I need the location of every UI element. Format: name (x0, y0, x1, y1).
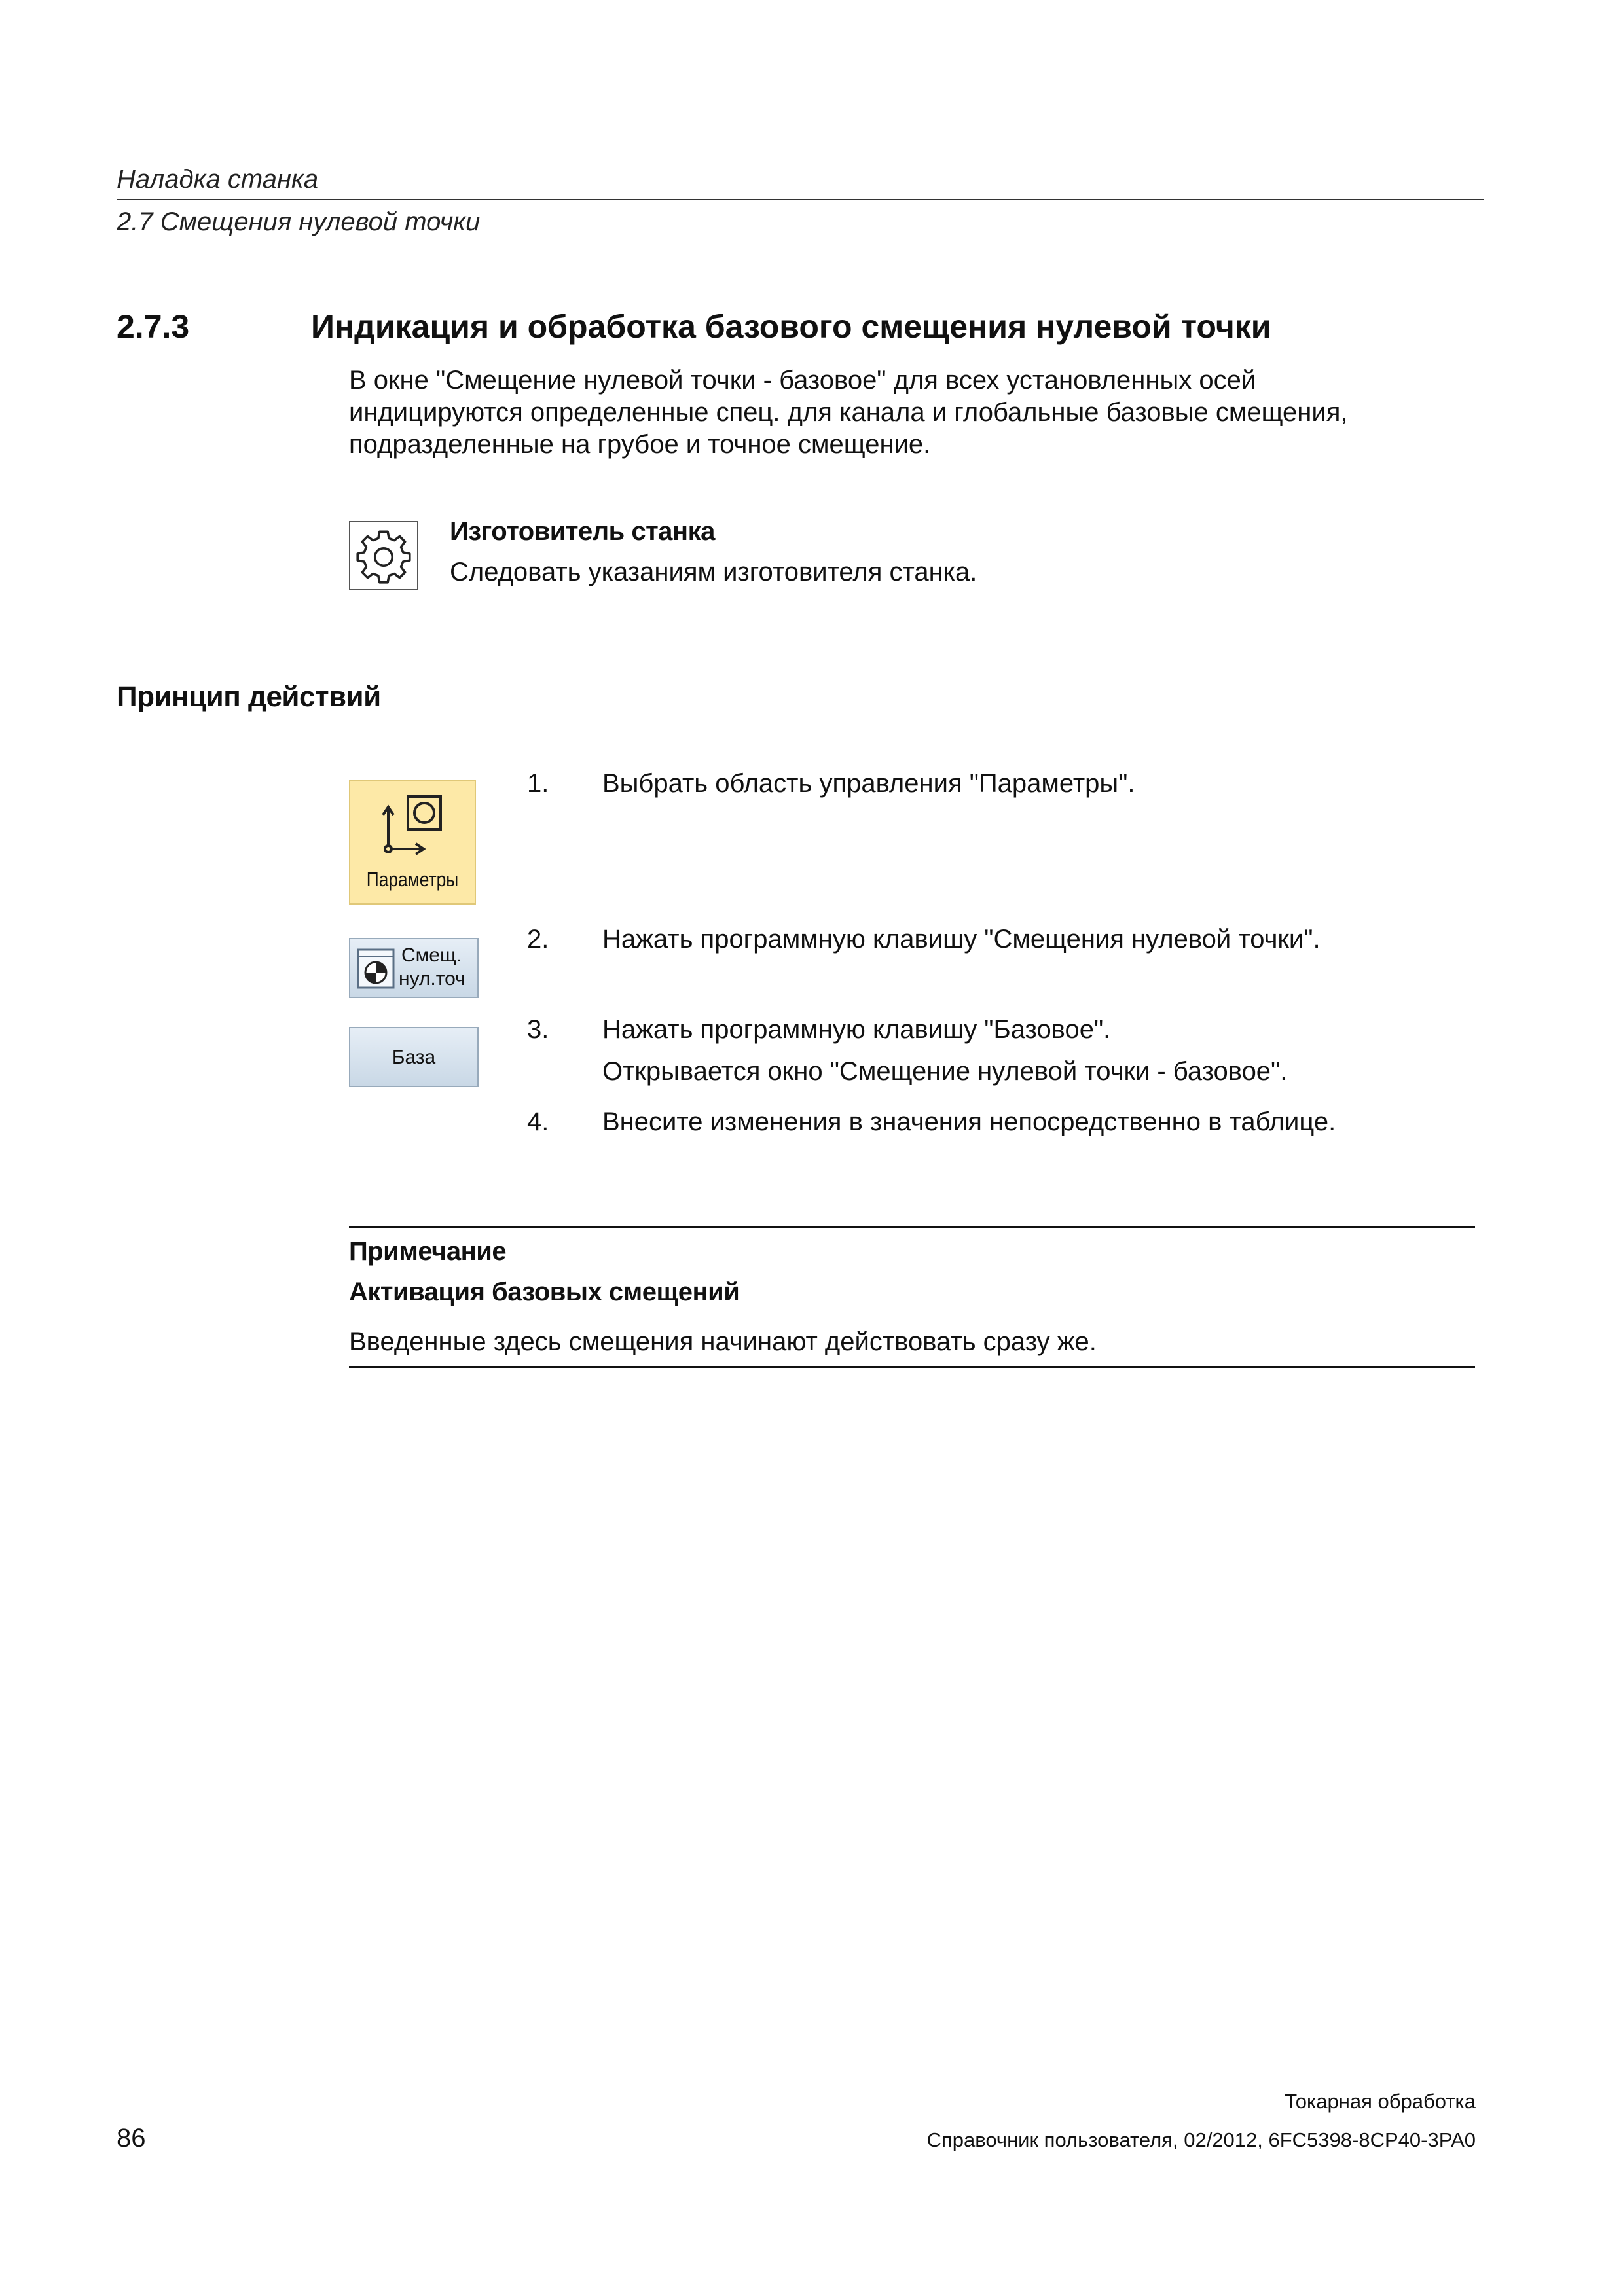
note-bottom-rule (349, 1366, 1475, 1368)
step-text: Нажать программную клавишу "Базовое". (602, 1015, 1111, 1044)
step-text: Нажать программную клавишу "Смещения нулевой точки". (602, 925, 1321, 954)
section-number: 2.7.3 (117, 308, 190, 345)
intro-paragraph (349, 365, 1475, 461)
footer-product: Токарная обработка (1285, 2090, 1476, 2113)
manufacturer-text: Следовать указаниям изготовителя станка. (450, 558, 977, 586)
step-number: 1. (527, 769, 549, 798)
note-text: Введенные здесь смещения начинают действовать сразу же. (349, 1327, 1097, 1356)
zero-offset-label-line1: Смещ. (401, 944, 462, 966)
gear-icon (350, 522, 417, 589)
intro-line: подразделенные на грубое и точное смещение. (349, 430, 931, 459)
step-text: Выбрать область управления "Параметры". (602, 769, 1135, 798)
zero-point-icon (357, 948, 395, 989)
section-title: Индикация и обработка базового смещения нулевой точки (311, 308, 1271, 345)
principle-heading: Принцип действий (117, 681, 381, 713)
zero-offset-softkey[interactable] (349, 938, 479, 998)
axes-icon (376, 790, 448, 855)
page-number: 86 (117, 2124, 146, 2153)
step-result-text: Открывается окно "Смещение нулевой точки - базовое". (602, 1057, 1288, 1086)
note-top-rule (349, 1226, 1475, 1228)
machine-manufacturer-box (349, 521, 418, 590)
step-text: Внесите изменения в значения непосредственно в таблице. (602, 1107, 1336, 1136)
note-heading: Активация базовых смещений (349, 1278, 740, 1306)
parameters-key[interactable] (349, 780, 476, 905)
parameters-key-label: Параметры (366, 868, 459, 891)
step-number: 2. (527, 925, 549, 954)
intro-line: индицируются определенные спец. для канала и глобальные базовые смещения, (349, 398, 1348, 427)
zero-offset-label-line2: нул.точ (399, 968, 465, 990)
step-number: 3. (527, 1015, 549, 1044)
manufacturer-title: Изготовитель станка (450, 517, 715, 546)
header-rule (117, 199, 1484, 200)
footer-manual-info: Справочник пользователя, 02/2012, 6FC5398-8CP40-3PA0 (926, 2128, 1476, 2151)
base-softkey[interactable] (349, 1027, 479, 1087)
intro-line: В окне "Смещение нулевой точки - базовое" для всех установленных осей (349, 366, 1256, 395)
running-header-chapter: Наладка станка (117, 165, 319, 194)
note-label: Примечание (349, 1237, 507, 1266)
base-softkey-label: База (392, 1047, 436, 1068)
step-number: 4. (527, 1107, 549, 1136)
running-header-section: 2.7 Смещения нулевой точки (117, 207, 481, 236)
